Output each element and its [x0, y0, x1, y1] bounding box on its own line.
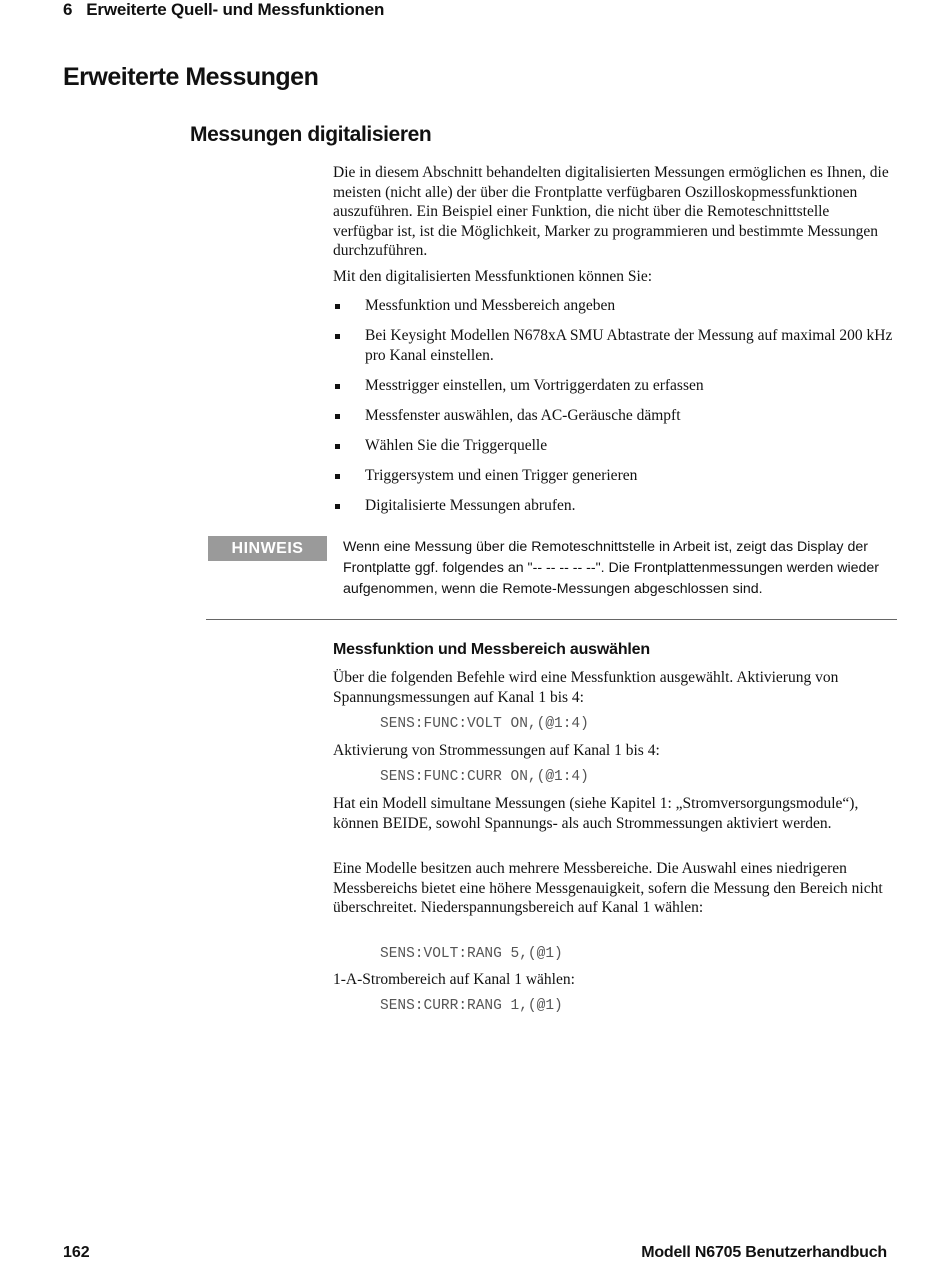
divider: [206, 619, 897, 620]
note-badge: HINWEIS: [208, 536, 327, 561]
bullet-icon: [335, 414, 340, 419]
manual-title: Modell N6705 Benutzerhandbuch: [641, 1244, 887, 1261]
bullet-icon: [335, 304, 340, 309]
code-sample-curr: SENS:FUNC:CURR ON,(@1:4): [380, 769, 589, 785]
list-item: [333, 466, 893, 486]
list-item-text: Bei Keysight Modellen N678xA SMU Abtastrate der Messung auf maximal 200 kHz pro Kanal einstellen.: [365, 326, 893, 364]
list-item: [333, 496, 893, 516]
code-sample-volt-range: SENS:VOLT:RANG 5,(@1): [380, 946, 563, 962]
paragraph-function-select: Über die folgenden Befehle wird eine Messfunktion ausgewählt. Aktivierung von Spannungsmessungen auf Kanal 1 bis 4:: [333, 669, 839, 706]
note-text: Wenn eine Messung über die Remoteschnittstelle in Arbeit ist, zeigt das Display der Frontplatte ggf. folgendes an "-- -- -- -- --". Die Frontplattenmessungen werden wieder aufgenommen, wenn die Remote-Messungen abgeschlossen sind.: [343, 539, 880, 597]
list-item: [333, 296, 893, 316]
paragraph-simultaneous: Hat ein Modell simultane Messungen (siehe Kapitel 1: „Stromversorgungsmodule“), können BEIDE, sowohl Spannungs- als auch Strommessungen aktiviert werden.: [333, 795, 859, 832]
running-header: [63, 0, 384, 20]
list-item: [333, 376, 893, 396]
intro-lead-in: Mit den digitalisierten Messfunktionen können Sie:: [333, 268, 652, 285]
paragraph-current-range: 1-A-Strombereich auf Kanal 1 wählen:: [333, 971, 575, 988]
bullet-icon: [335, 384, 340, 389]
list-item-text: Messfunktion und Messbereich angeben: [365, 297, 616, 314]
subsection-title: Messungen digitalisieren: [190, 123, 432, 146]
feature-list: [333, 296, 893, 525]
list-item: [333, 406, 893, 426]
code-sample-volt: SENS:FUNC:VOLT ON,(@1:4): [380, 716, 589, 732]
list-item-text: Messfenster auswählen, das AC-Geräusche dämpft: [365, 406, 681, 424]
paragraph-ranges: Eine Modelle besitzen auch mehrere Messbereiche. Die Auswahl eines niedrigeren Messbereichs bietet eine höhere Messgenauigkeit, sofern die Messung den Bereich nicht überschreitet. Niederspannungsbereich auf Kanal 1 wählen:: [333, 860, 883, 917]
chapter-title: Erweiterte Quell- und Messfunktionen: [86, 0, 385, 19]
bullet-icon: [335, 474, 340, 479]
section-title: Erweiterte Messungen: [63, 63, 319, 91]
bullet-icon: [335, 444, 340, 449]
list-item-text: Digitalisierte Messungen abrufen.: [365, 496, 576, 514]
bullet-icon: [335, 334, 340, 339]
intro-paragraph: Die in diesem Abschnitt behandelten digitalisierten Messungen ermöglichen es Ihnen, die meisten (nicht alle) der über die Frontplatte verfügbaren Oszilloskopmessfunktionen auszuführen. Ein Beispiel einer Funktion, die nicht über die Remoteschnittstelle verfügbar ist, ist die Möglichkeit, Marker zu programmieren und bestimmte Messungen durchzuführen.: [333, 164, 889, 260]
code-sample-curr-range: SENS:CURR:RANG 1,(@1): [380, 998, 563, 1014]
measurement-section-title: Messfunktion und Messbereich auswählen: [333, 641, 650, 658]
paragraph-current-enable: Aktivierung von Strommessungen auf Kanal 1 bis 4:: [333, 742, 660, 759]
list-item: [333, 326, 893, 365]
bullet-icon: [335, 504, 340, 509]
list-item-text: Triggersystem und einen Trigger generieren: [365, 466, 638, 484]
page-number: 162: [63, 1244, 90, 1261]
list-item-text: Messtrigger einstellen, um Vortriggerdaten zu erfassen: [365, 376, 704, 394]
chapter-number: 6: [63, 0, 73, 19]
list-item: [333, 436, 893, 456]
list-item-text: Wählen Sie die Triggerquelle: [365, 436, 548, 454]
